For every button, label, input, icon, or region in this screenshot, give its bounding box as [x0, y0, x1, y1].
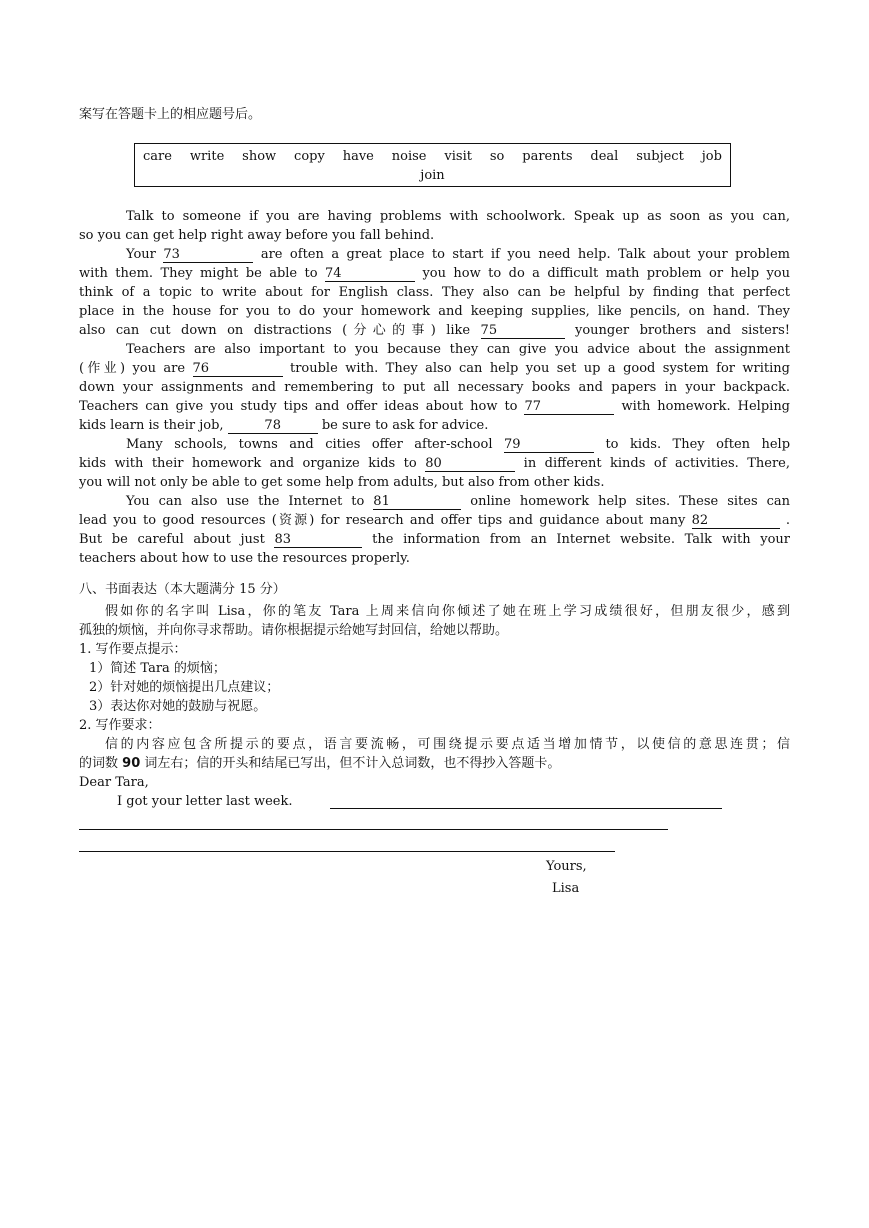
letter-signature: Lisa	[552, 881, 580, 896]
passage-line: down your assignments and remembering to put all necessary books and papers in your backpack.	[79, 380, 790, 395]
instruction-text: 案写在答题卡上的相应题号后。	[79, 107, 262, 122]
text: lead you to good resources (资源) for research and offer tips and guidance about many	[79, 513, 686, 528]
passage-line: so you can get help right away before you fall behind.	[79, 228, 435, 243]
blank-80[interactable]: 80	[425, 456, 515, 472]
passage-line	[79, 454, 790, 473]
section-title: 八、书面表达（本大题满分 15 分）	[79, 582, 286, 597]
letter-closing: Yours,	[546, 859, 587, 874]
letter-opening: I got your letter last week.	[117, 794, 293, 809]
blank-82[interactable]: 82	[692, 513, 780, 529]
blank-78[interactable]: 78	[228, 418, 318, 434]
point-item: 3）表达你对她的鼓励与祝愿。	[89, 699, 267, 714]
prompt-line: 假如你的名字叫 Lisa，你的笔友 Tara 上周来信向你倾述了她在班上学习成绩很好，但朋友很少，感到	[105, 604, 790, 619]
word-bank-item: so	[489, 149, 505, 164]
blank-75[interactable]: 75	[481, 323, 565, 339]
text: Many schools, towns and cities offer after-school	[126, 437, 493, 452]
passage-line: Teachers are also important to you because they can give you advice about the assignment	[126, 342, 790, 357]
text: Your	[126, 247, 156, 262]
text: the information from an Internet website. Talk with your	[372, 532, 790, 547]
word-bank-item: have	[342, 149, 374, 164]
word-bank-item: care	[143, 149, 172, 164]
text: in different kinds of activities. There,	[523, 456, 790, 471]
text: kids learn is their job,	[79, 418, 224, 433]
point-item: 2）针对她的烦恼提出几点建议；	[89, 680, 280, 695]
passage-line: place in the house for you to do your homework and keeping supplies, like pencils, on hand. They	[79, 304, 790, 319]
passage-line	[79, 397, 790, 416]
word-bank-item: job	[701, 149, 722, 164]
passage-line: Talk to someone if you are having problems with schoolwork. Speak up as soon as you can,	[126, 209, 790, 224]
blank-81[interactable]: 81	[373, 494, 461, 510]
answer-line[interactable]	[79, 851, 615, 852]
passage-line	[79, 264, 790, 283]
word-bank-item: write	[189, 149, 225, 164]
passage-line	[79, 245, 790, 264]
text: online homework help sites. These sites can	[470, 494, 790, 509]
text: 的词数	[79, 756, 119, 771]
passage-line	[79, 511, 790, 530]
blank-76[interactable]: 76	[193, 361, 283, 377]
prompt-line: 孤独的烦恼，并向你寻求帮助。请你根据提示给她写封回信，给她以帮助。	[79, 623, 509, 638]
blank-74[interactable]: 74	[325, 266, 415, 282]
word-bank-item: deal	[590, 149, 619, 164]
passage-line	[79, 416, 488, 435]
passage-line	[79, 530, 790, 549]
word-bank-box	[134, 143, 731, 187]
point-item: 1）简述 Tara 的烦恼；	[89, 661, 226, 676]
text: to kids. They often help	[605, 437, 791, 452]
text: you how to do a difficult math problem or help you	[422, 266, 791, 281]
text: are often a great place to start if you need help. Talk about your problem	[260, 247, 790, 262]
word-bank-row	[143, 149, 722, 164]
requirement-line: 信的内容应包含所提示的要点，语言要流畅，可围绕提示要点适当增加情节，以使信的意思连贯；信	[105, 737, 790, 752]
blank-73[interactable]: 73	[163, 247, 253, 263]
letter-greeting: Dear Tara,	[79, 775, 149, 790]
word-bank-item: noise	[391, 149, 427, 164]
text: be sure to ask for advice.	[321, 418, 489, 433]
answer-line[interactable]	[79, 829, 668, 830]
word-count: 90	[122, 756, 141, 771]
text: with them. They might be able to	[79, 266, 318, 281]
requirement-line	[79, 754, 560, 773]
word-bank-item: subject	[636, 149, 684, 164]
passage-line	[79, 435, 790, 454]
word-bank-item: show	[242, 149, 277, 164]
text: also can cut down on distractions (分心的事) like	[79, 323, 471, 338]
points-title: 1. 写作要点提示：	[79, 642, 187, 657]
word-bank-item: parents	[522, 149, 573, 164]
text: kids with their homework and organize kids to	[79, 456, 417, 471]
passage-line: teachers about how to use the resources properly.	[79, 551, 410, 566]
text: with homework. Helping	[621, 399, 791, 414]
text: .	[785, 513, 790, 528]
blank-79[interactable]: 79	[504, 437, 594, 453]
passage-line	[79, 359, 790, 378]
passage-line	[79, 321, 790, 340]
text: Teachers can give you study tips and offer ideas about how to	[79, 399, 518, 414]
passage-line: you will not only be able to get some help from adults, but also from other kids.	[79, 475, 605, 490]
word-bank-item: visit	[444, 149, 472, 164]
text: But be careful about just	[79, 532, 265, 547]
text: trouble with. They also can help you set up a good system for writing	[289, 361, 791, 376]
answer-line[interactable]	[330, 808, 722, 809]
text: 词左右；信的开头和结尾已写出，但不计入总词数，也不得抄入答题卡。	[144, 756, 561, 771]
text: (作业) you are	[79, 361, 186, 376]
requirements-title: 2. 写作要求：	[79, 718, 161, 733]
text: You can also use the Internet to	[126, 494, 365, 509]
text: younger brothers and sisters!	[575, 323, 790, 338]
word-bank-item: join	[420, 168, 445, 183]
word-bank-item: copy	[294, 149, 325, 164]
passage-line: think of a topic to write about for English class. They also can be helpful by finding that perfect	[79, 285, 790, 300]
passage-line	[79, 492, 790, 511]
blank-77[interactable]: 77	[524, 399, 614, 415]
blank-83[interactable]: 83	[274, 532, 362, 548]
